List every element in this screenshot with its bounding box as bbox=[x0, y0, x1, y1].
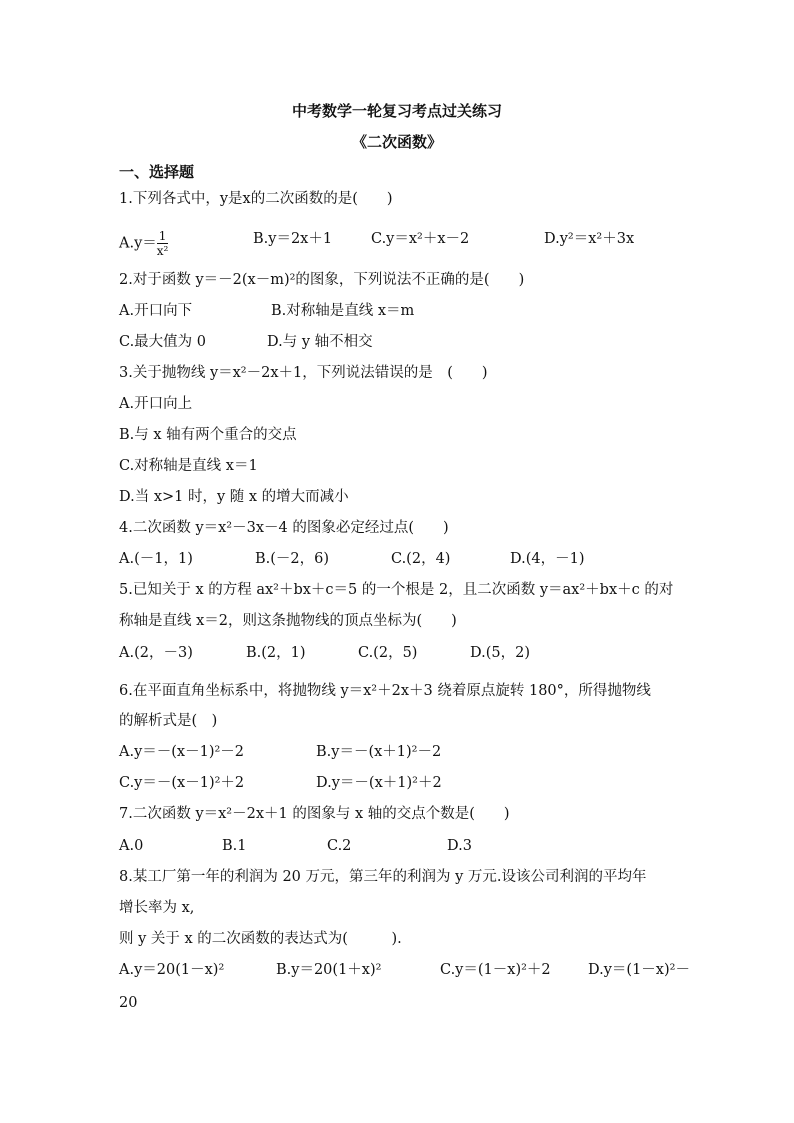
question-1-option-c: C.y＝x²＋x－2 bbox=[371, 231, 470, 247]
question-4-option-b: B.(－2，6) bbox=[255, 551, 330, 567]
option-a-prefix: A.y＝ bbox=[119, 235, 157, 252]
question-1-stem: 1.下列各式中，y是x的二次函数的是( ) bbox=[119, 191, 393, 207]
question-3-stem: 3.关于抛物线 y＝x²－2x＋1，下列说法错误的是 ( ) bbox=[119, 365, 488, 381]
question-8-option-b: B.y＝20(1＋x)² bbox=[276, 962, 382, 978]
question-4-option-d: D.(4，－1) bbox=[510, 551, 585, 567]
question-2-option-c: C.最大值为 0 bbox=[119, 334, 207, 350]
question-5-option-c: C.(2，5) bbox=[358, 645, 418, 661]
question-3-option-c: C.对称轴是直线 x＝1 bbox=[119, 458, 258, 474]
document-title: 中考数学一轮复习考点过关练习 bbox=[291, 102, 502, 120]
question-2-option-a: A.开口向下 bbox=[119, 303, 193, 319]
question-7-stem: 7.二次函数 y＝x²－2x＋1 的图象与 x 轴的交点个数是( ) bbox=[119, 806, 510, 822]
question-8-stem-line-3: 则 y 关于 x 的二次函数的表达式为( ). bbox=[119, 931, 402, 947]
question-3-option-b: B.与 x 轴有两个重合的交点 bbox=[119, 427, 297, 443]
question-5-option-b: B.(2，1) bbox=[246, 645, 306, 661]
question-4-option-a: A.(－1，1) bbox=[119, 551, 193, 567]
question-2-option-b: B.对称轴是直线 x＝m bbox=[271, 303, 415, 319]
question-6-option-b: B.y＝－(x＋1)²－2 bbox=[316, 744, 442, 760]
question-8-stem-line-2: 增长率为 x, bbox=[119, 900, 195, 916]
question-3-option-d: D.当 x>1 时，y 随 x 的增大而减小 bbox=[119, 489, 349, 505]
question-7-option-b: B.1 bbox=[222, 838, 247, 854]
question-8-stem-line-1: 8.某工厂第一年的利润为 20 万元，第三年的利润为 y 万元.设该公司利润的平均年 bbox=[119, 869, 647, 885]
question-1-option-d: D.y²＝x²＋3x bbox=[544, 231, 635, 247]
question-5-option-d: D.(5，2) bbox=[470, 645, 530, 661]
question-6-stem-line-2: 的解析式是( ) bbox=[119, 713, 218, 729]
document-subtitle: 《二次函数》 bbox=[351, 133, 442, 151]
question-7-option-c: C.2 bbox=[327, 838, 352, 854]
question-6-stem-line-1: 6.在平面直角坐标系中，将抛物线 y＝x²＋2x＋3 绕着原点旋转 180°，所得抛物线 bbox=[119, 683, 651, 699]
question-8-option-c: C.y＝(1－x)²＋2 bbox=[440, 962, 551, 978]
question-1-option-b: B.y＝2x＋1 bbox=[253, 231, 333, 247]
question-5-stem-line-1: 5.已知关于 x 的方程 ax²＋bx＋c＝5 的一个根是 2，且二次函数 y＝ax²＋bx＋c 的对 bbox=[119, 582, 674, 598]
question-2-stem: 2.对于函数 y＝－2(x－m)²的图象，下列说法不正确的是( ) bbox=[119, 272, 525, 288]
question-4-stem: 4.二次函数 y＝x²－3x－4 的图象必定经过点( ) bbox=[119, 520, 449, 536]
fraction-denominator: x² bbox=[156, 244, 169, 258]
fraction-numerator: 1 bbox=[158, 229, 167, 243]
question-5-option-a: A.(2，－3) bbox=[119, 645, 193, 661]
question-8-option-d: D.y＝(1－x)²－ bbox=[588, 962, 690, 978]
question-6-option-a: A.y＝－(x－1)²－2 bbox=[119, 744, 245, 760]
question-8-option-a: A.y＝20(1－x)² bbox=[119, 962, 225, 978]
question-6-option-d: D.y＝－(x＋1)²＋2 bbox=[316, 775, 442, 791]
question-6-option-c: C.y＝－(x－1)²＋2 bbox=[119, 775, 245, 791]
question-4-option-c: C.(2，4) bbox=[391, 551, 451, 567]
question-8-option-d-continuation: 20 bbox=[119, 995, 138, 1011]
question-3-option-a: A.开口向上 bbox=[119, 396, 193, 412]
question-1-option-a bbox=[119, 229, 168, 258]
question-7-option-d: D.3 bbox=[447, 838, 472, 854]
fraction bbox=[157, 229, 169, 258]
question-7-option-a: A.0 bbox=[119, 838, 144, 854]
section-heading: 一、选择题 bbox=[119, 163, 195, 181]
question-2-option-d: D.与 y 轴不相交 bbox=[267, 334, 373, 350]
question-5-stem-line-2: 称轴是直线 x＝2，则这条抛物线的顶点坐标为( ) bbox=[119, 613, 457, 629]
